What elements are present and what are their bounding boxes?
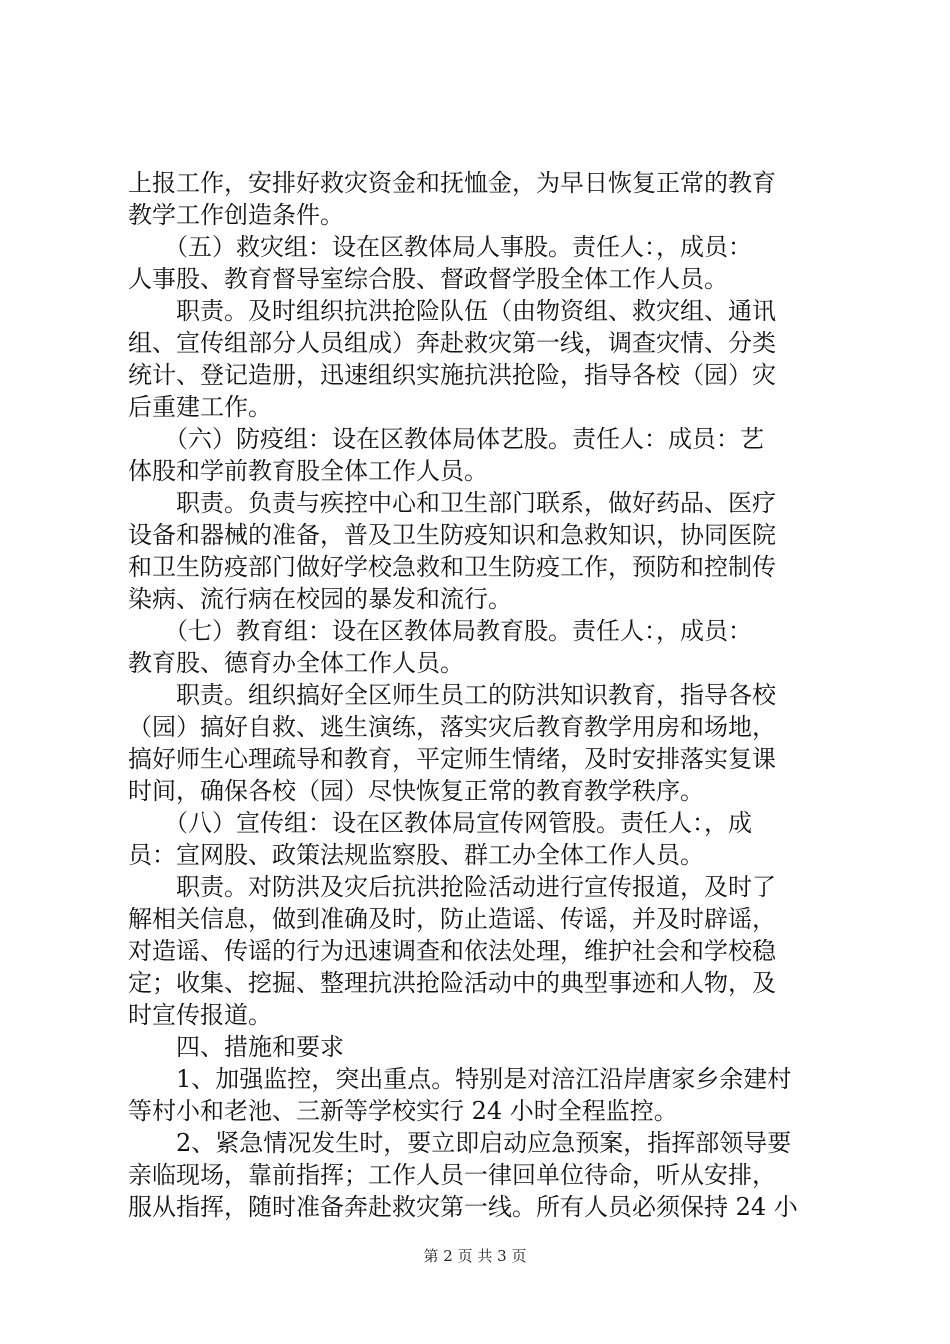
text-line: 职责。组织搞好全区师生员工的防洪知识教育，指导各校	[128, 681, 776, 709]
text-line: 对造谣、传谣的行为迅速调查和依法处理，维护社会和学校稳	[128, 937, 776, 965]
document-body	[128, 167, 828, 1223]
text-line: 和卫生防疫部门做好学校急救和卫生防疫工作，预防和控制传	[128, 553, 776, 581]
text-line: 职责。及时组织抗洪抢险队伍（由物资组、救灾组、通讯	[128, 297, 776, 325]
text-line: （六）防疫组：设在区教体局体艺股。责任人：成员：艺	[128, 425, 764, 453]
text-line: 职责。负责与疾控中心和卫生部门联系，做好药品、医疗	[128, 489, 776, 517]
text-line: 人事股、教育督导室综合股、督政督学股全体工作人员。	[128, 265, 728, 293]
text-line: 组、宣传组部分人员组成）奔赴救灾第一线，调查灾情、分类	[128, 329, 776, 357]
text-line: 教育股、德育办全体工作人员。	[128, 649, 464, 677]
text-line: 等村小和老池、三新等学校实行 24 小时全程监控。	[128, 1097, 678, 1125]
text-line: 体股和学前教育股全体工作人员。	[128, 457, 488, 485]
text-line: 2、紧急情况发生时，要立即启动应急预案，指挥部领导要	[128, 1129, 792, 1157]
text-line: 统计、登记造册，迅速组织实施抗洪抢险，指导各校（园）灾	[128, 361, 776, 389]
text-line: 定；收集、挖掘、整理抗洪抢险活动中的典型事迹和人物，及	[128, 969, 776, 997]
text-line: 染病、流行病在校园的暴发和流行。	[128, 585, 512, 613]
text-line: 解相关信息，做到准确及时，防止造谣、传谣，并及时辟谣，	[128, 905, 776, 933]
text-line: （五）救灾组：设在区教体局人事股。责任人：，成员：	[128, 233, 752, 261]
text-line: 员：宣网股、政策法规监察股、群工办全体工作人员。	[128, 841, 704, 869]
text-line: 后重建工作。	[128, 393, 272, 421]
text-line: 搞好师生心理疏导和教育，平定师生情绪，及时安排落实复课	[128, 745, 776, 773]
text-line: （八）宣传组：设在区教体局宣传网管股。责任人：，成	[128, 809, 752, 837]
page-number-footer: 第 2 页 共 3 页	[423, 1247, 527, 1265]
text-line: 教学工作创造条件。	[128, 201, 344, 229]
text-line: 服从指挥，随时准备奔赴救灾第一线。所有人员必须保持 24 小	[128, 1193, 798, 1221]
text-line: （七）教育组：设在区教体局教育股。责任人：，成员：	[128, 617, 752, 645]
text-line: 时宣传报道。	[128, 1001, 272, 1029]
text-line: 亲临现场，靠前指挥；工作人员一律回单位待命，听从安排，	[128, 1161, 776, 1189]
text-line: 职责。对防洪及灾后抗洪抢险活动进行宣传报道，及时了	[128, 873, 776, 901]
text-line: 四、措施和要求	[128, 1033, 344, 1061]
text-line: 时间，确保各校（园）尽快恢复正常的教育教学秩序。	[128, 777, 704, 805]
text-line: 设备和器械的准备，普及卫生防疫知识和急救知识，协同医院	[128, 521, 776, 549]
text-line: （园）搞好自救、逃生演练，落实灾后教育教学用房和场地，	[128, 713, 776, 741]
text-line: 1、加强监控，突出重点。特别是对涪江沿岸唐家乡余建村	[128, 1065, 792, 1093]
text-line: 上报工作，安排好救灾资金和抚恤金，为早日恢复正常的教育	[128, 169, 776, 197]
